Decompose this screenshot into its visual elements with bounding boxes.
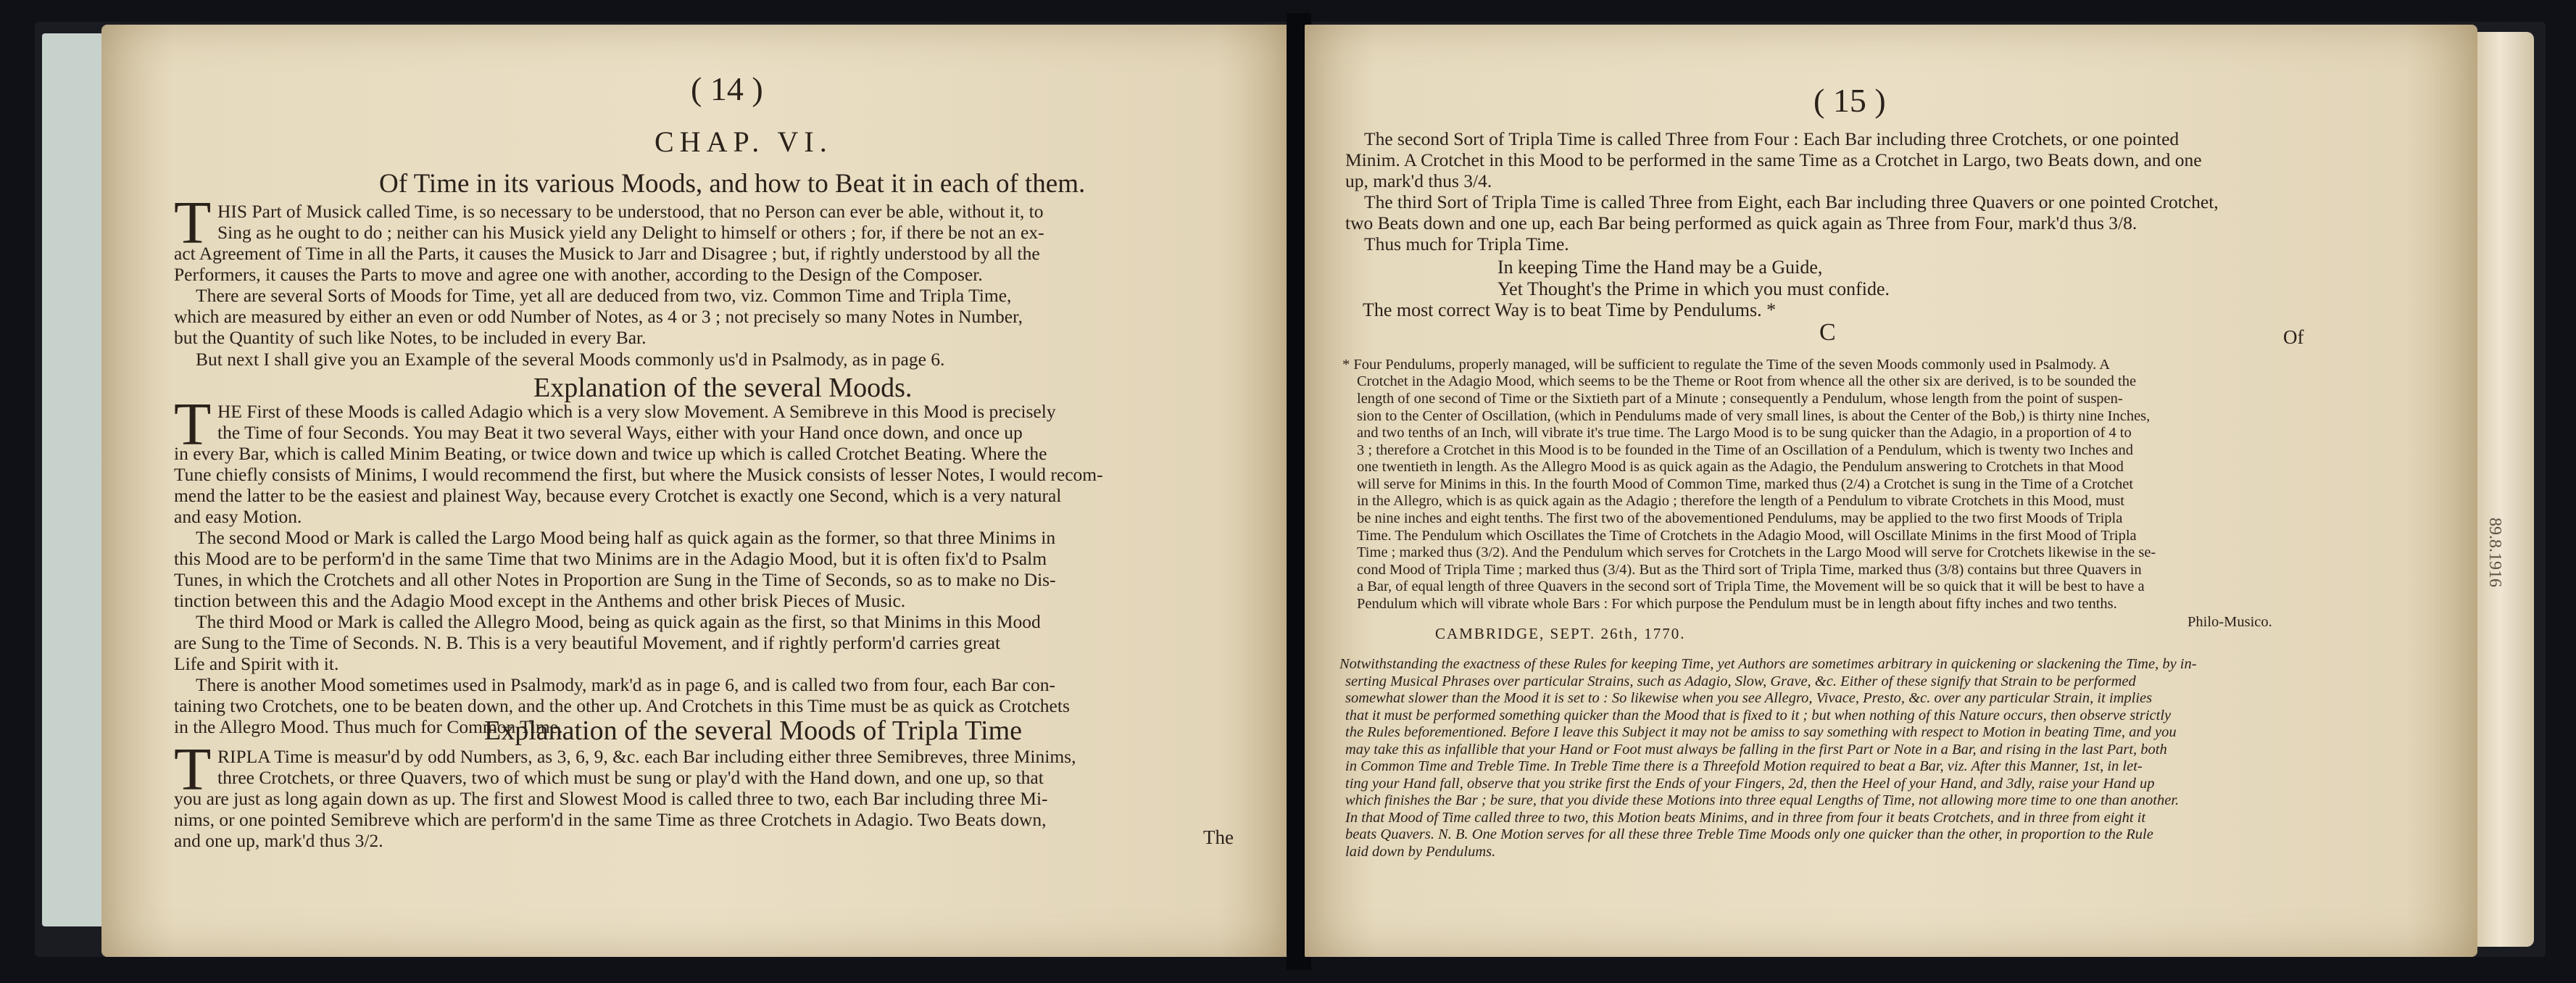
chapter-title: Of Time in its various Moods, and how to Beat it in each of them. <box>379 169 1086 199</box>
text-line: There are several Sorts of Moods for Time, yet all are deduced from two, viz. Common Time and Tripla Time, <box>196 285 1012 306</box>
section-heading: Explanation of the several Moods of Tripla Time <box>484 716 1023 746</box>
page-edges <box>2477 32 2534 947</box>
note-line: serting Musical Phrases over particular Strains, such as Adagio, Slow, Grave, &c. Either of these signify that Strain to be performed <box>1345 673 2136 689</box>
text-line: in the Allegro Mood. Thus much for Common Time. <box>174 716 563 737</box>
footnote-line: a Bar, of equal length of three Quavers in the second sort of Tripla Time, the Movement will be so quick that it will be best to have a <box>1357 578 2145 594</box>
verse-line: In keeping Time the Hand may be a Guide, <box>1497 257 1823 278</box>
note-line: beats Quavers. N. B. One Motion serves for all these three Treble Time Moods only one quicker than the other, in proportion to the Rule <box>1345 826 2153 842</box>
text-line: tinction between this and the Adagio Mood except in the Anthems and other brisk Pieces of Music. <box>174 590 906 611</box>
note-line: laid down by Pendulums. <box>1345 844 1496 860</box>
footnote-line: Crotchet in the Adagio Mood, which seems to be the Theme or Root from whence all the other six are derived, is to be sounded the <box>1357 373 2137 389</box>
text-line: RIPLA Time is measur'd by odd Numbers, as 3, 6, 9, &c. each Bar including either three Semibreves, three Minims, <box>217 746 1076 767</box>
text-line: act Agreement of Time in all the Parts, it causes the Musick to Jarr and Disagree ; but, if rightly understood by all the <box>174 243 1040 264</box>
text-line: and easy Motion. <box>174 506 302 527</box>
text-line: nims, or one pointed Semibreve which are perform'd in the same Time as three Crotchets in Adagio. Two Beats down, <box>174 809 1047 830</box>
note-line: which finishes the Bar ; be sure, that you divide these Motions into three equal Lengths of Time, not allowing more time to one than another. <box>1345 792 2180 808</box>
text-line: in every Bar, which is called Minim Beating, or twice down and twice up which is called Crotchet Beating. Where the <box>174 443 1047 464</box>
catchword: The <box>1203 826 1234 848</box>
footnote-line: Pendulum which will vibrate whole Bars : For which purpose the Pendulum must be in length about fifty inches and two tenths. <box>1357 596 2117 612</box>
text-line: HE First of these Moods is called Adagio which is a very slow Movement. A Semibreve in this Mood is precisely <box>217 401 1056 422</box>
text-line: you are just as long again down as up. The first and Slowest Mood is called three to two, each Bar including three Mi- <box>174 788 1048 809</box>
text-line: Tunes, in which the Crotchets and all other Notes in Proportion are Sung in the Time of Seconds, so as to make no Dis- <box>174 569 1056 590</box>
text-line: The second Mood or Mark is called the Largo Mood being half as quick again as the former, so that three Minims in <box>196 527 1056 548</box>
drop-cap: T <box>174 391 212 458</box>
text-line: taining two Crotchets, one to be beaten down, and the other up. And Crotchets in this Time must be as quick as Crotchets <box>174 695 1070 716</box>
text-line: which are measured by either an even or odd Number of Notes, as 4 or 3 ; not precisely so many Notes in Number, <box>174 306 1023 327</box>
note-line: that it must be performed something quicker than the Mood that is fixed to it ; but when nothing of this Nature occurs, then observe strictly <box>1345 708 2172 723</box>
edge-label: 89.8.1916 <box>2485 518 2504 587</box>
note-line: in Common Time and Treble Time. In Treble Time there is a Threefold Motion required to beat a Bar, viz. After this Manner, 1st, in let- <box>1345 758 2143 774</box>
text-line: and one up, mark'd thus 3/2. <box>174 830 383 851</box>
footnote-line: length of one second of Time or the Sixtieth part of a Minute ; consequently a Pendulum, whose length from the point of suspen- <box>1357 391 2123 407</box>
signature-mark: C <box>1819 319 1836 346</box>
footnote-line: sion to the Center of Oscillation, (which in Pendulums made of very small lines, is about the Center of the Bob,) is thirty nine Inches, <box>1357 408 2151 424</box>
text-line: two Beats down and one up, each Bar being performed as quick again as Three from Four, mark'd thus 3/8. <box>1345 212 2137 233</box>
footnote-line: will serve for Minims in this. In the fourth Mood of Common Time, marked thus (2/4) a Crotchet is sung in the Time of a Crotchet <box>1357 476 2134 492</box>
footnote-line: one twentieth in length. As the Allegro Mood is as quick again as the Adagio, the Pendulum answering to Crotchets in that Mood <box>1357 459 2124 475</box>
footnote-line: Time ; marked thus (3/2). And the Pendulum which serves for Crotchets in the Largo Mood will serve for Crotchets likewise in the se- <box>1357 544 2156 560</box>
note-line: may take this as infallible that your Hand or Foot must always be falling in the first Part or Note in a Bar, and rising in the last Part, both <box>1345 742 2167 758</box>
drop-cap: T <box>174 736 212 803</box>
text-line: There is another Mood sometimes used in Psalmody, mark'd as in page 6, and is called two from four, each Bar con- <box>196 674 1055 695</box>
footnote-line: be nine inches and eight tenths. The first two of the abovementioned Pendulums, may be applied to the two first Moods of Tripla <box>1357 510 2123 526</box>
footnote-author: Philo-Musico. <box>2187 614 2272 630</box>
text-line: Minim. A Crotchet in this Mood to be performed in the same Time as a Crotchet in Largo, two Beats down, and one <box>1345 149 2202 170</box>
note-line: somewhat slower than the Mood it is set to : So likewise when you see Allegro, Vivace, Presto, &c. over any particular Strain, it implies <box>1345 690 2153 706</box>
text-line: Thus much for Tripla Time. <box>1364 233 1569 254</box>
text-line: The third Mood or Mark is called the Allegro Mood, being as quick again as the first, so that Minims in this Mood <box>196 611 1041 632</box>
note-line: Notwithstanding the exactness of these Rules for keeping Time, yet Authors are sometimes arbitrary in quickening or slackening the Time, by in- <box>1339 656 2197 672</box>
text-line: Performers, it causes the Parts to move and agree one with another, according to the Design of the Composer. <box>174 264 983 285</box>
verse-line: Yet Thought's the Prime in which you must confide. <box>1497 278 1890 299</box>
text-line: But next I shall give you an Example of the several Moods commonly us'd in Psalmody, as in page 6. <box>196 349 945 370</box>
footnote-line: and two tenths of an Inch, will vibrate it's true time. The Largo Mood is to be sung quicker than the Adagio, in a proportion of 4 to <box>1357 425 2132 441</box>
text-line: this Mood are to be perform'd in the same Time that two Minims are in the Adagio Mood, but it is often fix'd to Psalm <box>174 548 1047 569</box>
footnote-line: cond Mood of Tripla Time ; marked thus (3/4). But as the Third sort of Tripla Time, marked thus (3/8) contains but three Quavers in <box>1357 562 2142 578</box>
chapter-heading: CHAP. VI. <box>655 125 833 158</box>
text-line: up, mark'd thus 3/4. <box>1345 170 1492 191</box>
left-page-number: ( 14 ) <box>691 70 763 107</box>
footnote-line: * Four Pendulums, properly managed, will be sufficient to regulate the Time of the seven Moods commonly used in Psalmody. A <box>1342 357 2111 373</box>
text-line: Life and Spirit with it. <box>174 653 339 674</box>
text-line: Tune chiefly consists of Minims, I would recommend the first, but where the Musick consists of lesser Notes, I would recom- <box>174 464 1103 485</box>
text-line: Sing as he ought to do ; neither can his Musick yield any Delight to himself or others ; for, if there be not an ex- <box>217 222 1044 243</box>
text-line: are Sung to the Time of Seconds. N. B. This is a very beautiful Movement, and if rightly perform'd carries great <box>174 632 1001 653</box>
text-line: The second Sort of Tripla Time is called Three from Four : Each Bar including three Crotchets, or one pointed <box>1364 128 2180 149</box>
footnote-line: 3 ; therefore a Crotchet in this Mood is to be founded in the Time of an Oscillation of a Pendulum, which is twenty two Inches and <box>1357 442 2133 458</box>
text-line: mend the latter to be the easiest and plainest Way, because every Crotchet is exactly one Second, which is a very natural <box>174 485 1062 506</box>
pendulum-line: The most correct Way is to beat Time by Pendulums. * <box>1363 299 1777 320</box>
dateline: CAMBRIDGE, SEPT. 26th, 1770. <box>1435 625 1686 642</box>
drop-cap: T <box>174 189 212 257</box>
section-heading: Explanation of the several Moods. <box>533 373 913 403</box>
right-page-number: ( 15 ) <box>1813 82 1886 119</box>
text-line: but the Quantity of such like Notes, to be included in every Bar. <box>174 327 647 348</box>
text-line: the Time of four Seconds. You may Beat it two several Ways, either with your Hand once down, and once up <box>217 422 1023 443</box>
text-line: The third Sort of Tripla Time is called Three from Eight, each Bar including three Quavers or one pointed Crotchet, <box>1364 191 2219 212</box>
footnote-line: in the Allegro, which is as quick again as the Adagio ; therefore the length of a Pendulum to vibrate Crotchets in this Mood, must <box>1357 493 2124 509</box>
footnote-line: Time. The Pendulum which Oscillates the Time of Crotchets in the Adagio Mood, will Oscillate Minims in the first Mood of Tripla <box>1357 528 2137 544</box>
text-line: HIS Part of Musick called Time, is so necessary to be understood, that no Person can ever be able, without it, to <box>217 201 1044 222</box>
note-line: the Rules beforementioned. Before I leave this Subject it may not be amiss to say something with respect to Motion in beating Time, and you <box>1345 724 2177 740</box>
note-line: ting your Hand fall, observe that you strike first the Ends of your Fingers, 2d, then the Heel of your Hand, and 3dly, raise your Hand up <box>1345 776 2155 792</box>
catchword: Of <box>2283 326 2304 348</box>
text-line: three Crotchets, or three Quavers, two of which must be sung or play'd with the Hand down, and one up, so that <box>217 767 1044 788</box>
note-line: In that Mood of Time called three to two, this Motion beats Minims, and in three from four it beats Crotchets, and in three from eight it <box>1345 810 2146 826</box>
